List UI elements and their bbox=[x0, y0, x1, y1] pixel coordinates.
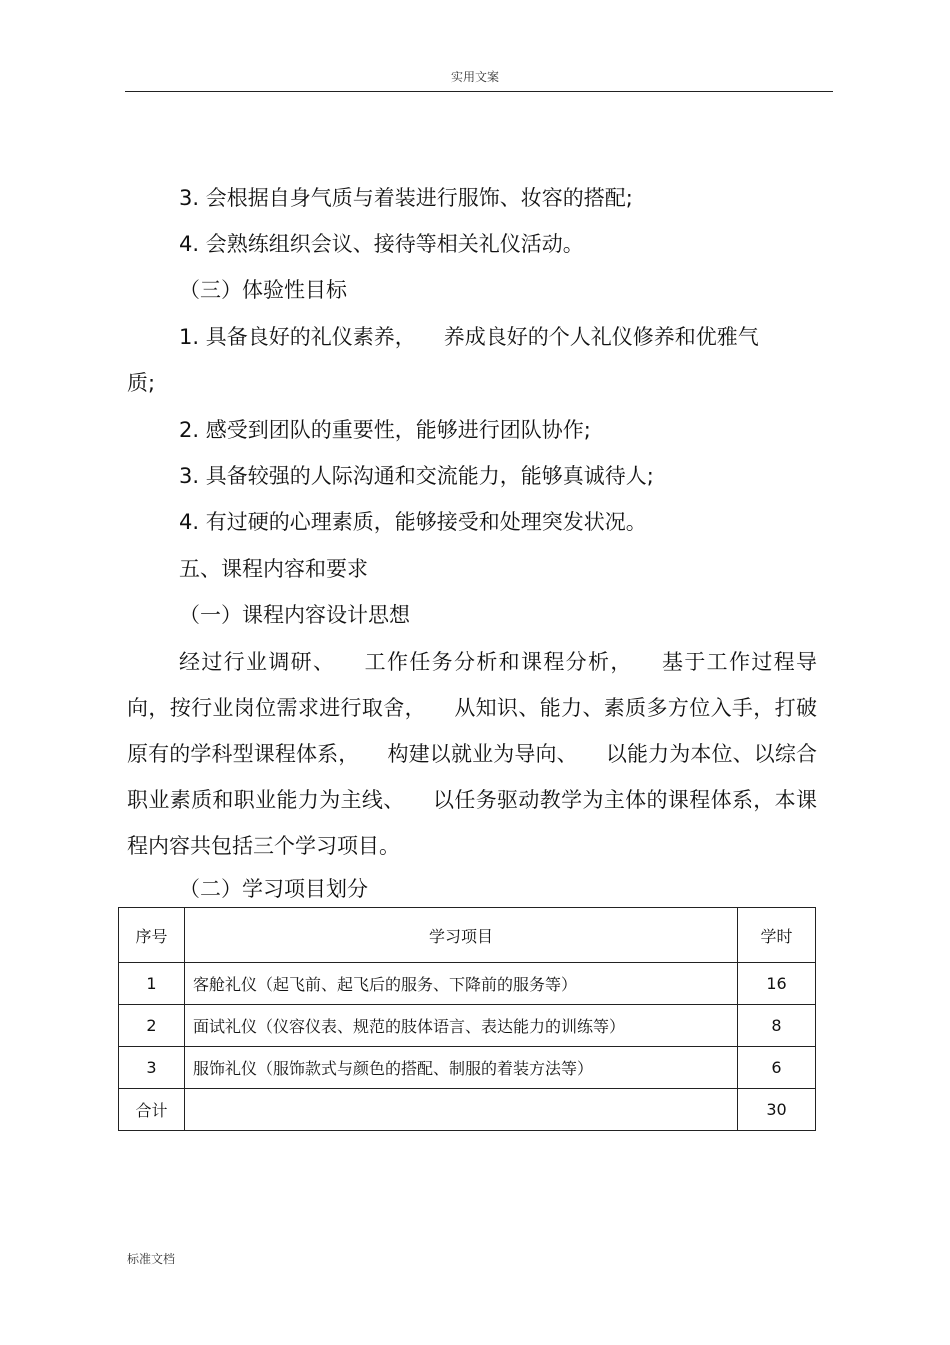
row-hours: 8 bbox=[738, 1005, 816, 1047]
row-item: 客舱礼仪（起飞前、起飞后的服务、下降前的服务等） bbox=[185, 963, 738, 1005]
experience-item-1-part-a: 1. 具备良好的礼仪素养， bbox=[179, 325, 416, 349]
total-label: 合计 bbox=[119, 1089, 185, 1131]
learning-items-table bbox=[118, 907, 816, 1131]
paragraph-segment-3: 基于工作过程导向，按行业岗位需求进行取舍， bbox=[127, 650, 818, 720]
skill-item-3: 3. 会根据自身气质与着装进行服饰、妆容的搭配; bbox=[179, 186, 633, 210]
header-divider bbox=[125, 91, 833, 92]
page-header-title: 实用文案 bbox=[450, 70, 499, 84]
total-hours: 30 bbox=[738, 1089, 816, 1131]
row-hours: 16 bbox=[738, 963, 816, 1005]
header-hours: 学时 bbox=[738, 908, 816, 963]
paragraph-segment-7: 以任务驱动教学为主体的课程体系，本课程内容共包括三个学习项目。 bbox=[127, 788, 818, 858]
paragraph-segment-2: 工作任务分析和课程分析， bbox=[363, 650, 633, 674]
total-item bbox=[185, 1089, 738, 1131]
experience-item-4: 4. 有过硬的心理素质，能够接受和处理突发状况。 bbox=[179, 510, 647, 534]
row-item: 面试礼仪（仪容仪表、规范的肢体语言、表达能力的训练等） bbox=[185, 1005, 738, 1047]
table-total-row bbox=[119, 1089, 816, 1131]
paragraph-segment-5: 构建以就业为导向、 bbox=[387, 742, 578, 766]
paragraph-segment-4: 从知识、能力、素质多方位入手，打破原有的学科型课程体系， bbox=[127, 696, 817, 766]
header-item: 学习项目 bbox=[185, 908, 738, 963]
row-item: 服饰礼仪（服饰款式与颜色的搭配、制服的着装方法等） bbox=[185, 1047, 738, 1089]
table-row bbox=[119, 1047, 816, 1089]
row-no: 2 bbox=[119, 1005, 185, 1047]
experience-item-3: 3. 具备较强的人际沟通和交流能力，能够真诚待人; bbox=[179, 464, 654, 488]
experience-item-1-part-b: 养成良好的个人礼仪修养和优雅气 bbox=[443, 325, 759, 349]
subsection-heading-design: （一）课程内容设计思想 bbox=[179, 603, 410, 627]
subsection-heading-items: （二）学习项目划分 bbox=[179, 877, 368, 901]
experience-heading: （三）体验性目标 bbox=[179, 278, 347, 302]
table-row bbox=[119, 1005, 816, 1047]
paragraph-segment-6: 以能力为本位、以综合职业素质和职业能力为主线、 bbox=[127, 742, 818, 812]
row-no: 3 bbox=[119, 1047, 185, 1089]
page-footer-label: 标准文档 bbox=[127, 1252, 176, 1266]
design-paragraph bbox=[127, 639, 817, 869]
row-hours: 6 bbox=[738, 1047, 816, 1089]
table-row bbox=[119, 963, 816, 1005]
experience-item-1 bbox=[179, 323, 759, 351]
section-heading: 五、课程内容和要求 bbox=[179, 557, 368, 581]
header-no: 序号 bbox=[119, 908, 185, 963]
table-header-row bbox=[119, 908, 816, 963]
paragraph-segment-1: 经过行业调研、 bbox=[179, 650, 336, 674]
skill-item-4: 4. 会熟练组织会议、接待等相关礼仪活动。 bbox=[179, 232, 584, 256]
experience-item-2: 2. 感受到团队的重要性，能够进行团队协作; bbox=[179, 418, 591, 442]
experience-item-1-continued: 质; bbox=[127, 371, 156, 395]
row-no: 1 bbox=[119, 963, 185, 1005]
